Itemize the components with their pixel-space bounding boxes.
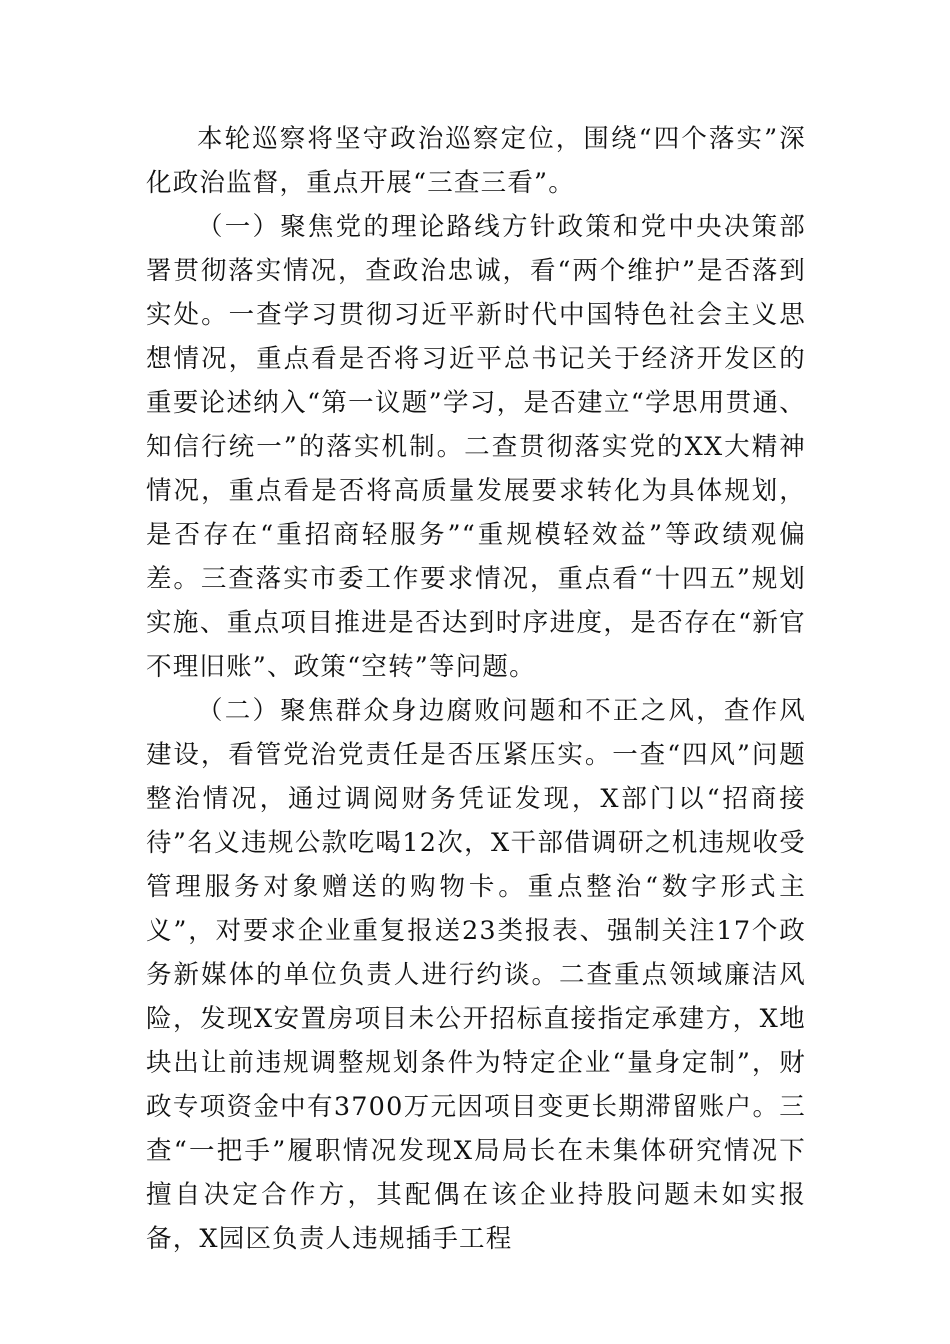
document-body [146, 117, 806, 1261]
paragraph-intro: 本轮巡察将坚守政治巡察定位，围绕“四个落实”深化政治监督，重点开展“三查三看”。 [146, 124, 806, 198]
paragraph-section-two: （二）聚焦群众身边腐败问题和不正之风，查作风建设，看管党治党责任是否压紧压实。一查“四风”问题整治情况，通过调阅财务凭证发现，X部门以“招商接待”名义违规公款吃喝12次，X干部借调研之机违规收受管理服务对象赠送的购物卡。重点整治“数字形式主义”，对要求企业重复报送23类报表、强制关注17个政务新媒体的单位负责人进行约谈。二查重点领域廉洁风险，发现X安置房项目未公开招标直接指定承建方，X地块出让前违规调整规划条件为特定企业“量身定制”，财政专项资金中有3700万元因项目变更长期滞留账户。三查“一把手”履职情况发现X局局长在未集体研究情况下擅自决定合作方，其配偶在该企业持股问题未如实报备，X园区负责人违规插手工程 [146, 696, 806, 1254]
paragraph-section-one: （一）聚焦党的理论路线方针政策和党中央决策部署贯彻落实情况，查政治忠诚，看“两个维护”是否落到实处。一查学习贯彻习近平新时代中国特色社会主义思想情况，重点看是否将习近平总书记关于经济开发区的重要论述纳入“第一议题”学习，是否建立“学思用贯通、知信行统一”的落实机制。二查贯彻落实党的XX大精神情况，重点看是否将高质量发展要求转化为具体规划，是否存在“重招商轻服务”“重规模轻效益”等政绩观偏差。三查落实市委工作要求情况，重点看“十四五”规划实施、重点项目推进是否达到时序进度，是否存在“新官不理旧账”、政策“空转”等问题。 [146, 212, 806, 682]
